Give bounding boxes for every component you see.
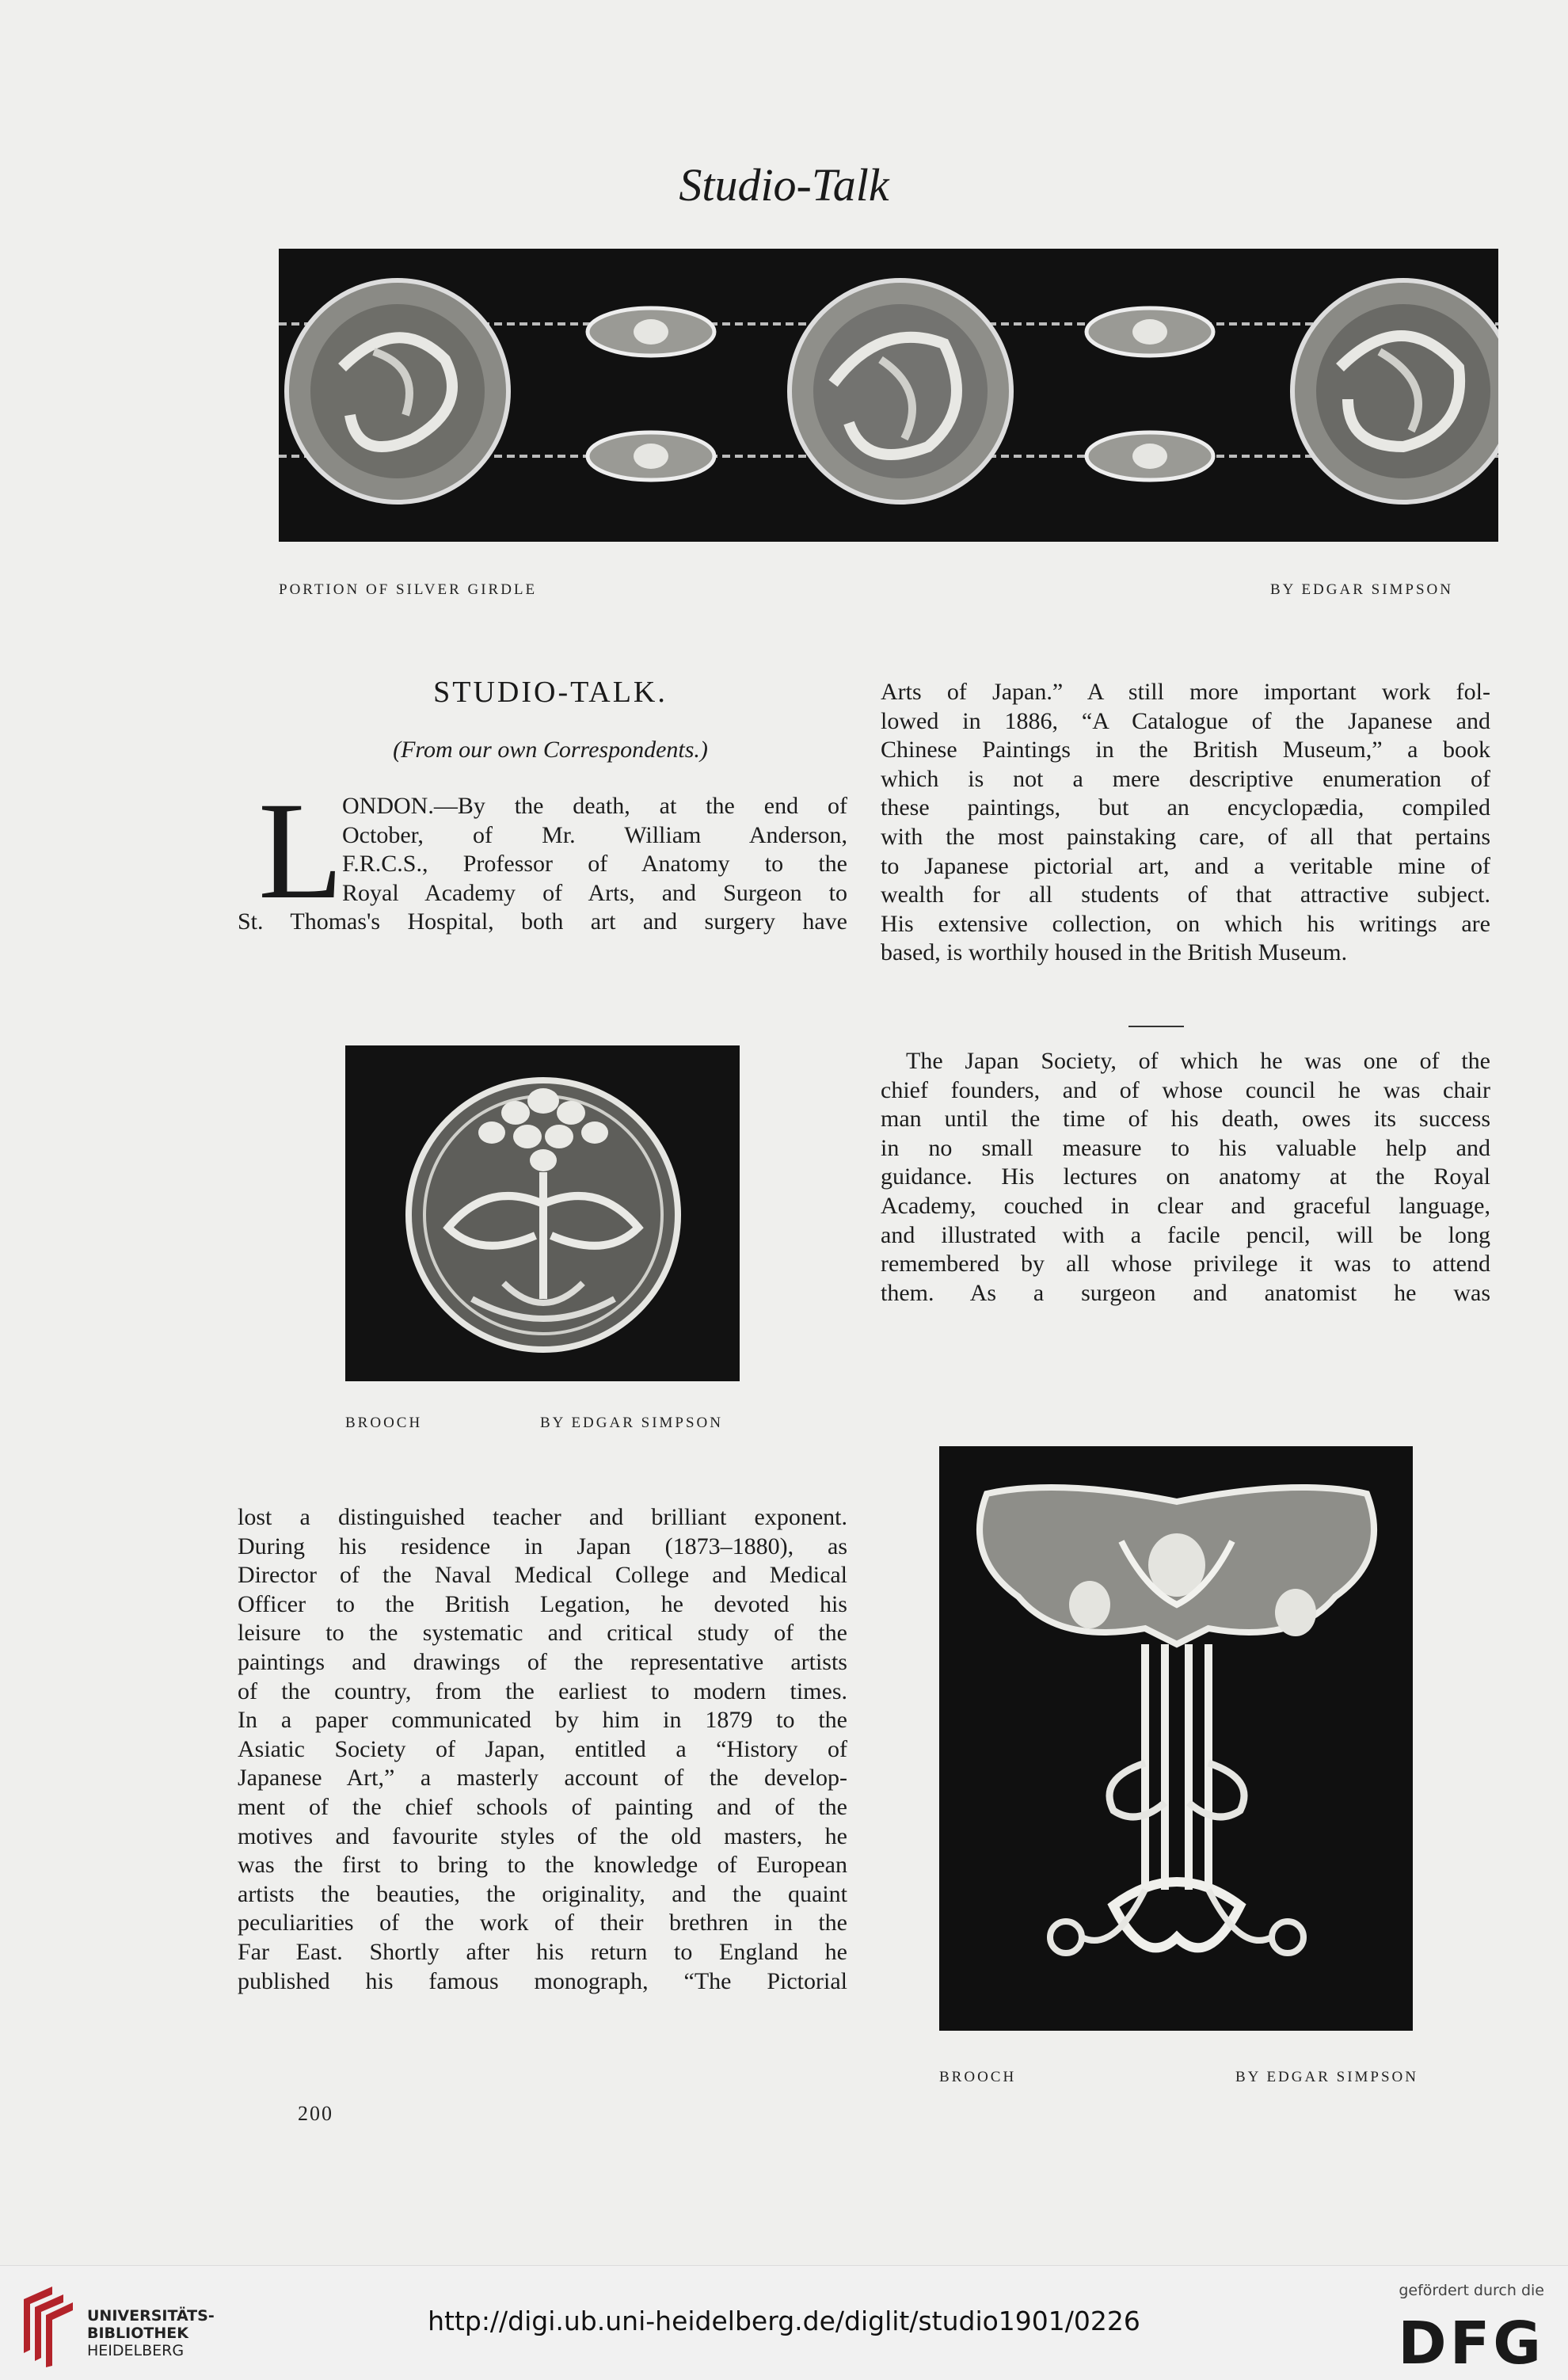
drop-cap: L	[258, 774, 344, 928]
text-line: Chinese Paintings in the British Museum,” a book	[881, 737, 1490, 764]
dfg-logo: DFG	[1398, 2310, 1544, 2378]
text-line: published his famous monograph, “The Pictorial	[238, 1967, 847, 1994]
article-subheading: (From our own Correspondents.)	[393, 737, 708, 763]
girdle-caption-credit: BY EDGAR SIMPSON	[1270, 581, 1453, 598]
brooch-image-1	[345, 1045, 740, 1381]
text-line: During his residence in Japan (1873–1880), as	[238, 1533, 847, 1559]
text-line: wealth for all students of that attractive subject.	[881, 882, 1490, 908]
girdle-medallion-2	[790, 280, 1011, 502]
text-line: and illustrated with a facile pencil, will be long	[881, 1221, 1490, 1248]
left-column-top	[238, 774, 847, 937]
text-line: Officer to the British Legation, he devoted his	[238, 1590, 847, 1617]
text-line: Asiatic Society of Japan, entitled a “History of	[238, 1735, 847, 1762]
text-line: man until the time of his death, owes its success	[881, 1106, 1490, 1133]
text-line: with the most painstaking care, of all that pertains	[881, 823, 1490, 850]
girdle-illustration	[279, 249, 1498, 542]
text-line: ment of the chief schools of painting and of the	[238, 1793, 847, 1820]
text-line: Royal Academy of Arts, and Surgeon to	[342, 879, 847, 906]
right-column-second	[881, 1047, 1490, 1308]
text-line: In a paper communicated by him in 1879 to the	[238, 1707, 847, 1734]
library-name-line-3: HEIDELBERG	[87, 2342, 185, 2359]
girdle-medallion-3	[1292, 280, 1498, 502]
text-line: to Japanese pictorial art, and a veritable mine of	[881, 852, 1490, 879]
text-line: ONDON.—By the death, at the end of	[342, 793, 847, 819]
left-column-bottom	[238, 1503, 847, 1996]
text-line: of the country, from the earliest to modern times.	[238, 1677, 847, 1704]
text-line: paintings and drawings of the representative artists	[238, 1648, 847, 1675]
digitization-footer	[0, 2265, 1568, 2380]
library-name-line-1: UNIVERSITÄTS-	[87, 2307, 215, 2325]
text-line: these paintings, but an encyclopædia, compiled	[881, 794, 1490, 821]
text-line: leisure to the systematic and critical study of the	[238, 1620, 847, 1647]
running-head: Studio-Talk	[679, 159, 889, 211]
text-line: St. Thomas's Hospital, both art and surgery have	[238, 908, 847, 935]
text-line: guidance. His lectures on anatomy at the Royal	[881, 1163, 1490, 1190]
permalink-url[interactable]: http://digi.ub.uni-heidelberg.de/diglit/studio1901/0226	[428, 2306, 1140, 2336]
text-line: them. As a surgeon and anatomist he was	[881, 1279, 1490, 1306]
library-name-line-2: BIBLIOTHEK	[87, 2325, 188, 2342]
text-line: motives and favourite styles of the old masters, he	[238, 1822, 847, 1849]
girdle-caption-title: PORTION OF SILVER GIRDLE	[279, 581, 538, 598]
text-line: Arts of Japan.” A still more important work fol-	[881, 679, 1490, 705]
text-line: chief founders, and of whose council he was chair	[881, 1076, 1490, 1103]
right-column-first	[881, 678, 1490, 968]
brooch2-caption-title: BROOCH	[939, 2069, 1017, 2085]
text-line: based, is worthily housed in the British Museum.	[881, 939, 1348, 966]
girdle-medallion-1	[287, 280, 508, 502]
text-line: remembered by all whose privilege it was to attend	[881, 1251, 1490, 1278]
silver-girdle-image	[279, 249, 1498, 542]
funded-by-label: gefördert durch die	[1399, 2282, 1544, 2299]
text-line: which is not a mere descriptive enumeration of	[881, 765, 1490, 792]
article-heading: STUDIO-TALK.	[433, 676, 668, 709]
section-rule	[1128, 1026, 1184, 1027]
brooch1-caption-title: BROOCH	[345, 1415, 423, 1431]
text-line: lost a distinguished teacher and brilliant exponent.	[238, 1504, 847, 1530]
brooch2-caption-credit: BY EDGAR SIMPSON	[1235, 2069, 1418, 2085]
brooch-2-illustration	[939, 1446, 1413, 2031]
text-line: The Japan Society, of which he was one of the	[906, 1048, 1490, 1074]
text-line: Japanese Art,” a masterly account of the develop-	[238, 1765, 847, 1792]
text-line: in no small measure to his valuable help and	[881, 1134, 1490, 1161]
brooch1-caption-credit: BY EDGAR SIMPSON	[540, 1415, 723, 1431]
text-line: October, of Mr. William Anderson,	[342, 821, 847, 848]
text-line: Far East. Shortly after his return to England he	[238, 1938, 847, 1965]
brooch-1-illustration	[345, 1045, 740, 1381]
text-line: artists the beauties, the originality, and the quaint	[238, 1880, 847, 1907]
text-line: peculiarities of the work of their brethren in the	[238, 1910, 847, 1936]
text-line: Academy, couched in clear and graceful language,	[881, 1192, 1490, 1219]
text-line: Director of the Naval Medical College and Medical	[238, 1562, 847, 1589]
text-line: F.R.C.S., Professor of Anatomy to the	[342, 851, 847, 878]
text-line: was the first to bring to the knowledge of European	[238, 1852, 847, 1879]
text-line: His extensive collection, on which his writings are	[881, 910, 1490, 937]
page-number: 200	[298, 2102, 333, 2125]
brooch-image-2	[939, 1446, 1413, 2031]
text-line: lowed in 1886, “A Catalogue of the Japanese and	[881, 707, 1490, 734]
